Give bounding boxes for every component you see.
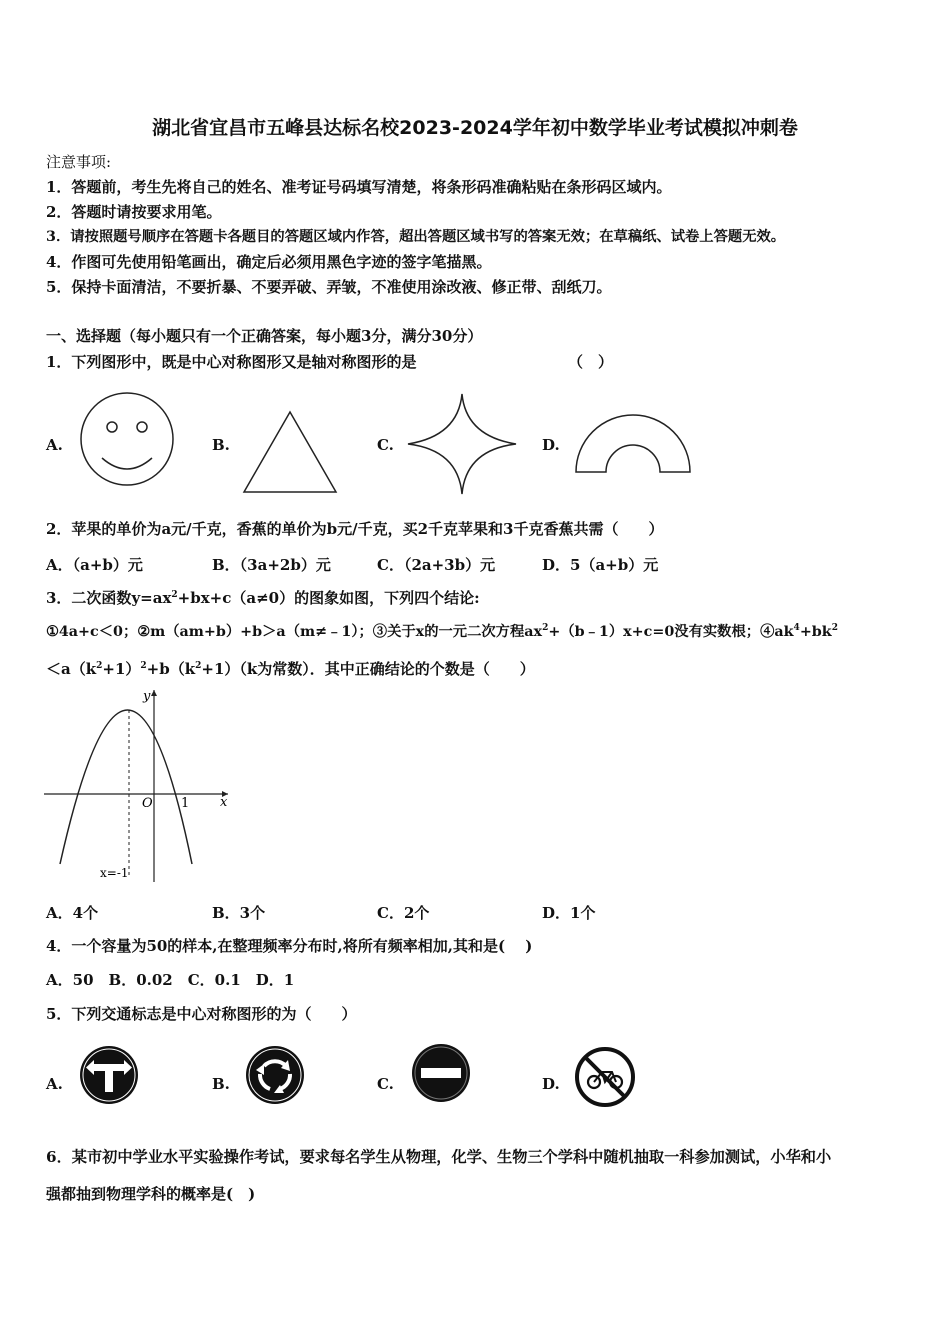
q3-option-d: D．1个 [542,904,596,922]
q3-stem-line2: ①4a+c＜0；②m（am+b）+b＞a（m≠﹣1）；③关于x的一元二次方程$ax^2+(b﹣1)x+c=0$没有实数根；$④ak^4+bk^2$ [46,623,838,640]
roundabout-sign-icon [244,1044,306,1106]
q3-option-c: C．2个 [377,904,430,922]
q1-paren: （ ） [568,353,614,371]
q5-option-d: D. [542,1075,560,1093]
q2-stem: 2．苹果的单价为a元/千克，香蕉的单价为b元/千克，买2千克苹果和3千克香蕉共需（ ） [46,520,664,538]
q2-option-c: C．（2a+3b）元 [377,556,496,574]
tick-label: 1 [181,796,190,811]
q6-stem-line2: 强都抽到物理学科的概率是( ) [46,1185,256,1203]
q1-option-d: D. [542,436,560,454]
notice-item-1: 1．答题前，考生先将自己的姓名、准考证号码填写清楚，将条形码准确粘贴在条形码区域内。 [46,178,672,196]
notice-item-4: 4．作图可先使用铅笔画出，确定后必须用黑色字迹的签字笔描黑。 [46,253,492,271]
section-heading: 一、选择题（每小题只有一个正确答案，每小题3分，满分30分） [46,327,483,345]
q2-option-a: A．（a+b）元 [46,556,143,574]
triangle-figure [242,408,340,496]
x-axis-label: x [220,795,228,810]
page-title: 湖北省宜昌市五峰县达标名校2023-2024学年初中数学毕业考试模拟冲刺卷 [152,117,798,139]
parabola-graph [40,686,240,886]
symmetry-axis-label: x=-1 [100,866,129,880]
notice-item-5: 5．保持卡面清洁，不要折暴、不要弄破、弄皱，不准使用涂改液、修正带、刮纸刀。 [46,278,612,296]
no-entry-sign-icon [410,1042,472,1104]
notice-item-2: 2．答题时请按要求用笔。 [46,203,222,221]
q5-option-a: A. [46,1075,63,1093]
q1-option-b: B. [212,436,230,454]
q3-option-a: A．4个 [46,904,99,922]
notice-heading: 注意事项: [46,153,112,171]
q3-stem-line1: 3．二次函数$y=ax^2+bx+c(a\ne 0)$的图象如图，下列四个结论: [46,589,480,607]
smiley-face-figure [78,390,178,490]
q1-option-a: A. [46,436,63,454]
q2-option-d: D．5（a+b）元 [542,556,659,574]
q4-stem: 4．一个容量为50的样本,在整理频率分布时,将所有频率相加,其和是( ) [46,937,533,955]
y-axis-label: y [143,689,151,704]
q5-stem: 5．下列交通标志是中心对称图形的为（ ） [46,1005,357,1023]
no-bicycle-sign-icon [574,1046,636,1108]
half-ring-figure [574,404,692,476]
origin-label: O [142,796,153,811]
q1-option-c: C. [377,436,394,454]
q4-options: A．50 B．0.02 C．0.1 D．1 [46,971,295,989]
q5-option-b: B. [212,1075,230,1093]
four-point-star-figure [406,392,518,496]
q6-stem-line1: 6．某市初中学业水平实验操作考试，要求每名学生从物理，化学、生物三个学科中随机抽取一科参加测试，小华和小 [46,1148,832,1166]
notice-item-3: 3．请按照题号顺序在答题卡各题目的答题区域内作答，超出答题区域书写的答案无效；在草稿纸、试卷上答题无效。 [46,229,786,245]
q5-option-c: C. [377,1075,394,1093]
q1-stem: 1．下列图形中，既是中心对称图形又是轴对称图形的是 [46,353,417,371]
q3-option-b: B．3个 [212,904,266,922]
parabola-curve [60,710,192,864]
q3-stem-line3: $<a(k^2+1)^2+b(k^2+1)(k$为常数）．其中正确结论的个数是（ ） [46,660,535,678]
q2-option-b: B．（3a+2b）元 [212,556,331,574]
turn-left-right-sign-icon [78,1044,140,1106]
